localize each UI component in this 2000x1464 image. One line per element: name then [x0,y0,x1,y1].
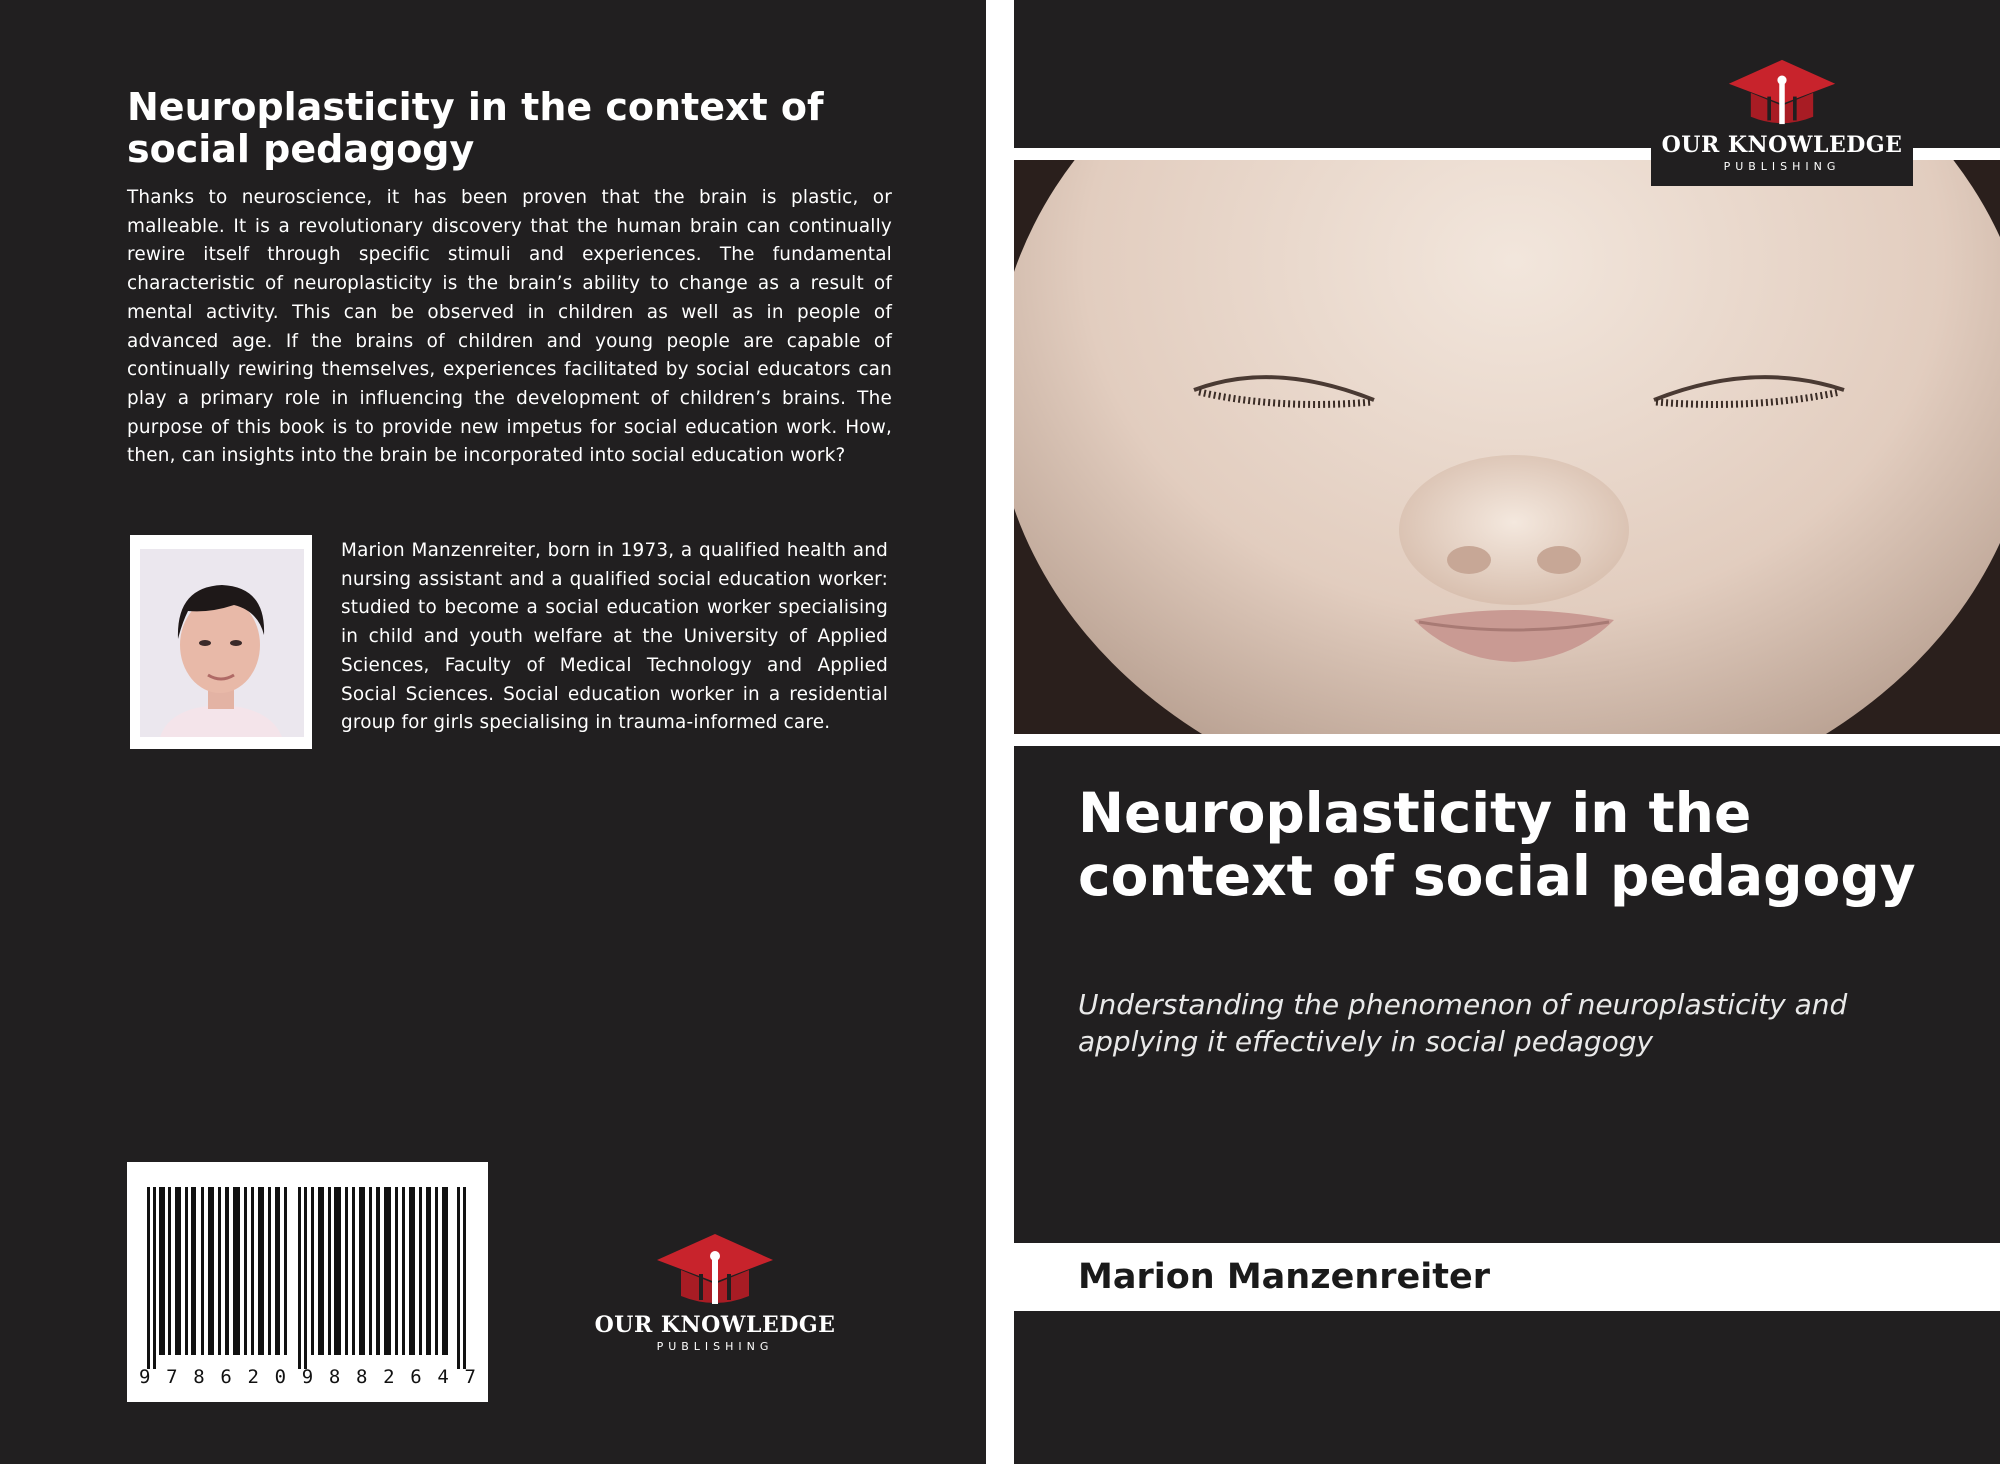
author-band [1014,1243,2000,1311]
barcode-digit: 8 [356,1366,368,1388]
publisher-sub: PUBLISHING [656,1340,774,1353]
barcode-digit: 9 [301,1366,314,1388]
barcode-digit: 6 [220,1366,232,1388]
graduation-cap-logo-icon [1727,56,1837,128]
graduation-cap-logo-icon [655,1230,775,1308]
back-cover-title: Neuroplasticity in the context of social pedagogy [127,85,824,171]
front-cover-author: Marion Manzenreiter [1078,1257,1490,1297]
barcode-digit: 7 [166,1366,178,1388]
divider-line-bottom [1014,734,2000,746]
back-publisher-logo [590,1230,840,1353]
barcode-digit: 9 [139,1366,151,1388]
front-publisher-logo-box [1651,48,1913,186]
front-cover [1014,0,2000,1464]
barcode-digit: 6 [410,1366,422,1388]
front-cover-title: Neuroplasticity in the context of social pedagogy [1078,781,1916,908]
barcode-digit: 4 [437,1366,449,1388]
cover-photo-baby-face [1014,160,2000,734]
author-bio: Marion Manzenreiter, born in 1973, a qualified health and nursing assistant and a qualified social education worker: studied to become a social education worker specialising in child and youth welfare at the University of Applied Sciences, Faculty of Medical Technology and Applied Social Sciences. Social education worker in a residential group for girls specialising in trauma-informed care. [341,540,888,734]
barcode-digit: 0 [274,1366,287,1388]
front-cover-subtitle: Understanding the phenomenon of neuroplasticity and applying it effectively in social pedagogy [1078,988,1848,1058]
author-photo [130,535,312,749]
barcode-digits [135,1366,480,1388]
publisher-name: OUR KNOWLEDGE [594,1312,836,1338]
barcode-digit: 2 [383,1366,395,1388]
front-publisher-logo [1651,56,1913,173]
back-cover [0,0,986,1464]
back-cover-blurb: Thanks to neuroscience, it has been proven that the brain is plastic, or malleable. It is a revolutionary discovery that the human brain can continually rewire itself through specific stimuli and experiences. The fundamental characteristic of neuroplasticity is the brain’s ability to change as a result of mental activity. This can be observed in children as well as in people of advanced age. If the brains of children and young people are capable of continually rewiring themselves, experiences facilitated by social educators can play a primary role in influencing the development of children’s brains. The purpose of this book is to provide new impetus for social education work. How, then, can insights into the brain be incorporated into social education work? [127,187,892,467]
barcode-digit: 8 [328,1366,341,1388]
publisher-name: OUR KNOWLEDGE [1661,132,1903,158]
barcode-digit: 8 [193,1366,205,1388]
barcode-digit: 7 [464,1366,476,1388]
publisher-sub: PUBLISHING [1723,160,1841,173]
barcode [127,1162,488,1402]
barcode-digit: 2 [247,1366,259,1388]
